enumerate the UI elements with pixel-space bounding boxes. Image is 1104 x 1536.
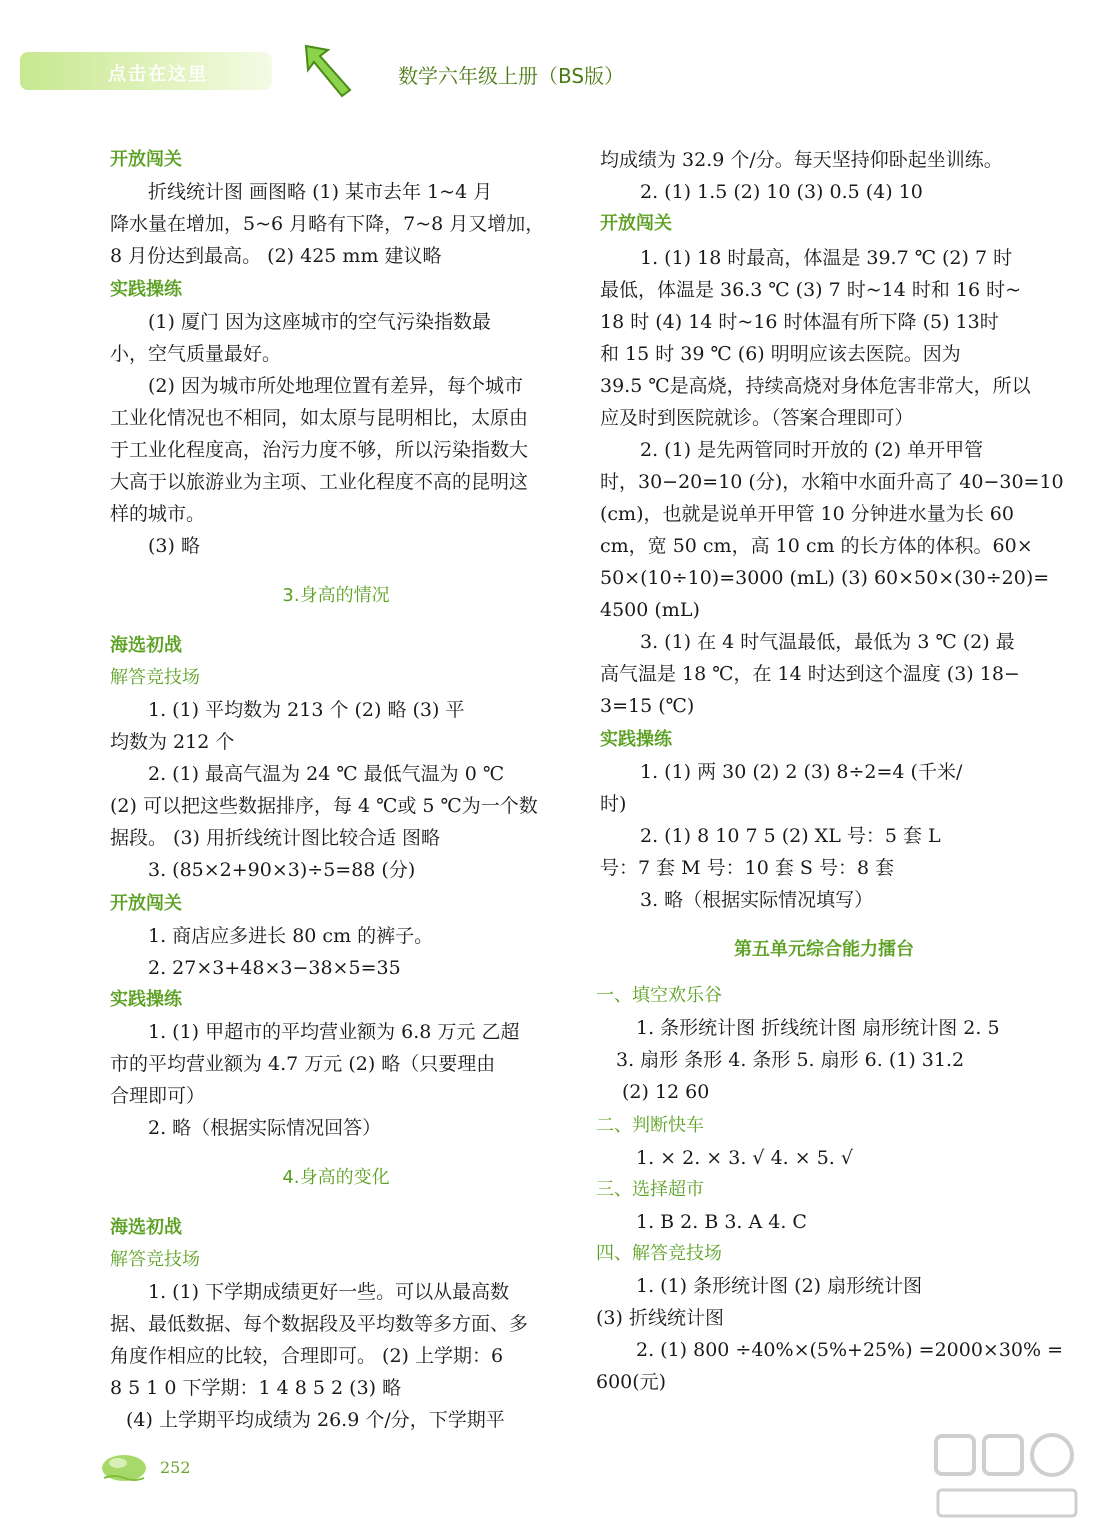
text-line: 降水量在增加，5~6 月略有下降，7~8 月又增加， — [110, 213, 545, 235]
text-line: 3. 略（根据实际情况填写） — [640, 889, 874, 911]
section-heading: 实践操练 — [600, 729, 672, 750]
section-heading: 实践操练 — [110, 279, 182, 300]
text-line: 39.5 ℃是高烧，持续高烧对身体危害非常大，所以 — [600, 375, 1031, 397]
text-line: 小，空气质量最好。 — [110, 343, 282, 365]
text-line: 1. × 2. × 3. √ 4. × 5. √ — [636, 1147, 853, 1169]
text-line: 8 月份达到最高。 (2) 425 mm 建议略 — [110, 245, 442, 267]
subsection-heading: 解答竞技场 — [110, 667, 200, 688]
text-line: 2. (1) 最高气温为 24 ℃ 最低气温为 0 ℃ — [148, 763, 505, 785]
text-line: 合理即可） — [110, 1085, 206, 1107]
text-line: 2. 27×3+48×3−38×5=35 — [148, 957, 401, 979]
text-line: (cm)，也就是说单开甲管 10 分钟进水量为长 60 — [600, 503, 1014, 525]
page-number: 252 — [160, 1458, 191, 1477]
text-line: 50×(10÷10)=3000 (mL) (3) 60×50×(30÷20)= — [600, 567, 1050, 589]
watermark-logo-icon — [932, 1430, 1082, 1526]
text-line: 据、最低数据、每个数据段及平均数等多方面、多 — [110, 1313, 529, 1335]
text-line: 1. (1) 下学期成绩更好一些。可以从最高数 — [148, 1281, 510, 1303]
text-line: 号：7 套 M 号：10 套 S 号：8 套 — [600, 857, 895, 879]
section-heading: 开放闯关 — [110, 149, 182, 170]
text-line: 最低，体温是 36.3 ℃ (3) 7 时~14 时和 16 时~ — [600, 279, 1022, 301]
text-line: 据段。 (3) 用折线统计图比较合适 图略 — [110, 827, 441, 849]
section-heading: 实践操练 — [110, 989, 182, 1010]
text-line: 3. (1) 在 4 时气温最低，最低为 3 ℃ (2) 最 — [640, 631, 1015, 653]
text-line: 1. (1) 甲超市的平均营业额为 6.8 万元 乙超 — [148, 1021, 520, 1043]
lesson-title: 3.身高的情况 — [282, 585, 390, 606]
text-line: 8 5 1 0 下学期：1 4 8 5 2 (3) 略 — [110, 1377, 402, 1399]
text-line: 于工业化程度高，治污力度不够，所以污染指数大 — [110, 439, 529, 461]
text-line: (2) 可以把这些数据排序，每 4 ℃或 5 ℃为一个数 — [110, 795, 538, 817]
arrow-icon — [298, 40, 358, 100]
text-line: 1. (1) 平均数为 213 个 (2) 略 (3) 平 — [148, 699, 465, 721]
text-line: 4500 (mL) — [600, 599, 700, 621]
text-line: 2. (1) 800 ÷40%×(5%+25%) =2000×30% = — [636, 1339, 1064, 1361]
text-line: 均数为 212 个 — [110, 731, 235, 753]
subsection-heading: 解答竞技场 — [110, 1249, 200, 1270]
text-line: (1) 厦门 因为这座城市的空气污染指数最 — [148, 311, 491, 333]
subsection-heading: 四、解答竞技场 — [596, 1243, 722, 1264]
text-line: 应及时到医院就诊。（答案合理即可） — [600, 407, 914, 429]
text-line: cm，宽 50 cm，高 10 cm 的长方体的体积。60× — [600, 535, 1033, 557]
text-line: 高气温是 18 ℃，在 14 时达到这个温度 (3) 18− — [600, 663, 1020, 685]
lesson-title: 4.身高的变化 — [282, 1167, 390, 1188]
text-line: 工业化情况也不相同，如太原与昆明相比，太原由 — [110, 407, 529, 429]
text-line: 1. 条形统计图 折线统计图 扇形统计图 2. 5 — [636, 1017, 1000, 1039]
subsection-heading: 三、选择超市 — [596, 1179, 704, 1200]
text-line: 3=15 (℃) — [600, 695, 695, 717]
text-line: 2. (1) 是先两管同时开放的 (2) 单开甲管 — [640, 439, 984, 461]
text-line: 样的城市。 — [110, 503, 206, 525]
text-line: 1. (1) 两 30 (2) 2 (3) 8÷2=4 (千米/ — [640, 761, 963, 783]
section-heading: 开放闯关 — [600, 213, 672, 234]
subsection-heading: 二、判断快车 — [596, 1115, 704, 1136]
text-line: 1. B 2. B 3. A 4. C — [636, 1211, 807, 1233]
section-heading: 海选初战 — [110, 635, 182, 656]
section-heading: 海选初战 — [110, 1217, 182, 1238]
text-line: 18 时 (4) 14 时~16 时体温有所下降 (5) 13时 — [600, 311, 999, 333]
text-line: (3) 略 — [148, 535, 200, 557]
section-heading: 开放闯关 — [110, 893, 182, 914]
text-line: (2) 12 60 — [622, 1081, 710, 1103]
page-header-title: 数学六年级上册（BS版） — [398, 64, 625, 88]
text-line: 3. (85×2+90×3)÷5=88 (分) — [148, 859, 416, 881]
text-line: (2) 因为城市所处地理位置有差异，每个城市 — [148, 375, 523, 397]
header-banner — [20, 52, 272, 90]
text-line: 2. (1) 8 10 7 5 (2) XL 号：5 套 L — [640, 825, 941, 847]
text-line: 角度作相应的比较，合理即可。 (2) 上学期：6 — [110, 1345, 504, 1367]
text-line: 2. 略（根据实际情况回答） — [148, 1117, 382, 1139]
text-line: 均成绩为 32.9 个/分。每天坚持仰卧起坐训练。 — [600, 149, 1003, 171]
lesson-title: 第五单元综合能力擂台 — [734, 939, 914, 960]
text-line: 600(元) — [596, 1371, 667, 1393]
text-line: 1. 商店应多进长 80 cm 的裤子。 — [148, 925, 434, 947]
text-line: 市的平均营业额为 4.7 万元 (2) 略（只要理由 — [110, 1053, 496, 1075]
text-line: 1. (1) 条形统计图 (2) 扇形统计图 — [636, 1275, 923, 1297]
text-line: (3) 折线统计图 — [596, 1307, 724, 1329]
header-banner-text: 点击在这里 — [108, 64, 208, 85]
text-line: (4) 上学期平均成绩为 26.9 个/分，下学期平 — [126, 1409, 505, 1431]
text-line: 时，30−20=10 (分)，水箱中水面升高了 40−30=10 — [600, 471, 1064, 493]
page-number-badge-icon — [100, 1448, 152, 1482]
text-line: 折线统计图 画图略 (1) 某市去年 1~4 月 — [148, 181, 493, 203]
text-line: 3. 扇形 条形 4. 条形 5. 扇形 6. (1) 31.2 — [616, 1049, 965, 1071]
text-line: 和 15 时 39 ℃ (6) 明明应该去医院。因为 — [600, 343, 961, 365]
text-line: 时) — [600, 793, 627, 815]
text-line: 1. (1) 18 时最高，体温是 39.7 ℃ (2) 7 时 — [640, 247, 1013, 269]
subsection-heading: 一、填空欢乐谷 — [596, 985, 722, 1006]
text-line: 大高于以旅游业为主项、工业化程度不高的昆明这 — [110, 471, 529, 493]
text-line: 2. (1) 1.5 (2) 10 (3) 0.5 (4) 10 — [640, 181, 923, 203]
